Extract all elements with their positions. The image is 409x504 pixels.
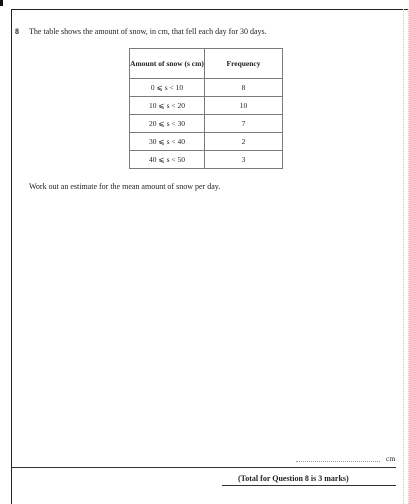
answer-line[interactable] <box>296 461 380 462</box>
table-row <box>130 115 283 133</box>
table-row <box>130 97 283 115</box>
frequency-cell: 7 <box>205 115 283 133</box>
question-number: 8 <box>15 27 19 36</box>
table-row <box>130 151 283 169</box>
total-marks: (Total for Question 8 is 3 marks) <box>238 474 349 483</box>
bottom-rule <box>11 467 396 468</box>
interval-cell: 30 ⩽ s < 40 <box>130 133 205 151</box>
total-underline <box>222 485 396 486</box>
header-amount-of-snow: Amount of snow (s cm) <box>130 49 205 79</box>
question-instruction: Work out an estimate for the mean amount of snow per day. <box>29 182 221 191</box>
frequency-table <box>129 48 283 169</box>
top-rule <box>11 9 409 10</box>
interval-cell: 10 ⩽ s < 20 <box>130 97 205 115</box>
answer-unit: cm <box>386 454 396 463</box>
frequency-cell: 8 <box>205 79 283 97</box>
table-row <box>130 133 283 151</box>
left-margin-rule <box>11 9 12 504</box>
frequency-cell: 2 <box>205 133 283 151</box>
table-row <box>130 79 283 97</box>
header-frequency: Frequency <box>205 49 283 79</box>
table-header-row <box>130 49 283 79</box>
frequency-cell: 10 <box>205 97 283 115</box>
right-margin-strip <box>403 9 409 504</box>
corner-mark <box>0 0 3 6</box>
frequency-cell: 3 <box>205 151 283 169</box>
interval-cell: 40 ⩽ s < 50 <box>130 151 205 169</box>
question-stem: The table shows the amount of snow, in cm, that fell each day for 30 days. <box>29 27 267 36</box>
interval-cell: 20 ⩽ s < 30 <box>130 115 205 133</box>
interval-cell: 0 ⩽ s < 10 <box>130 79 205 97</box>
